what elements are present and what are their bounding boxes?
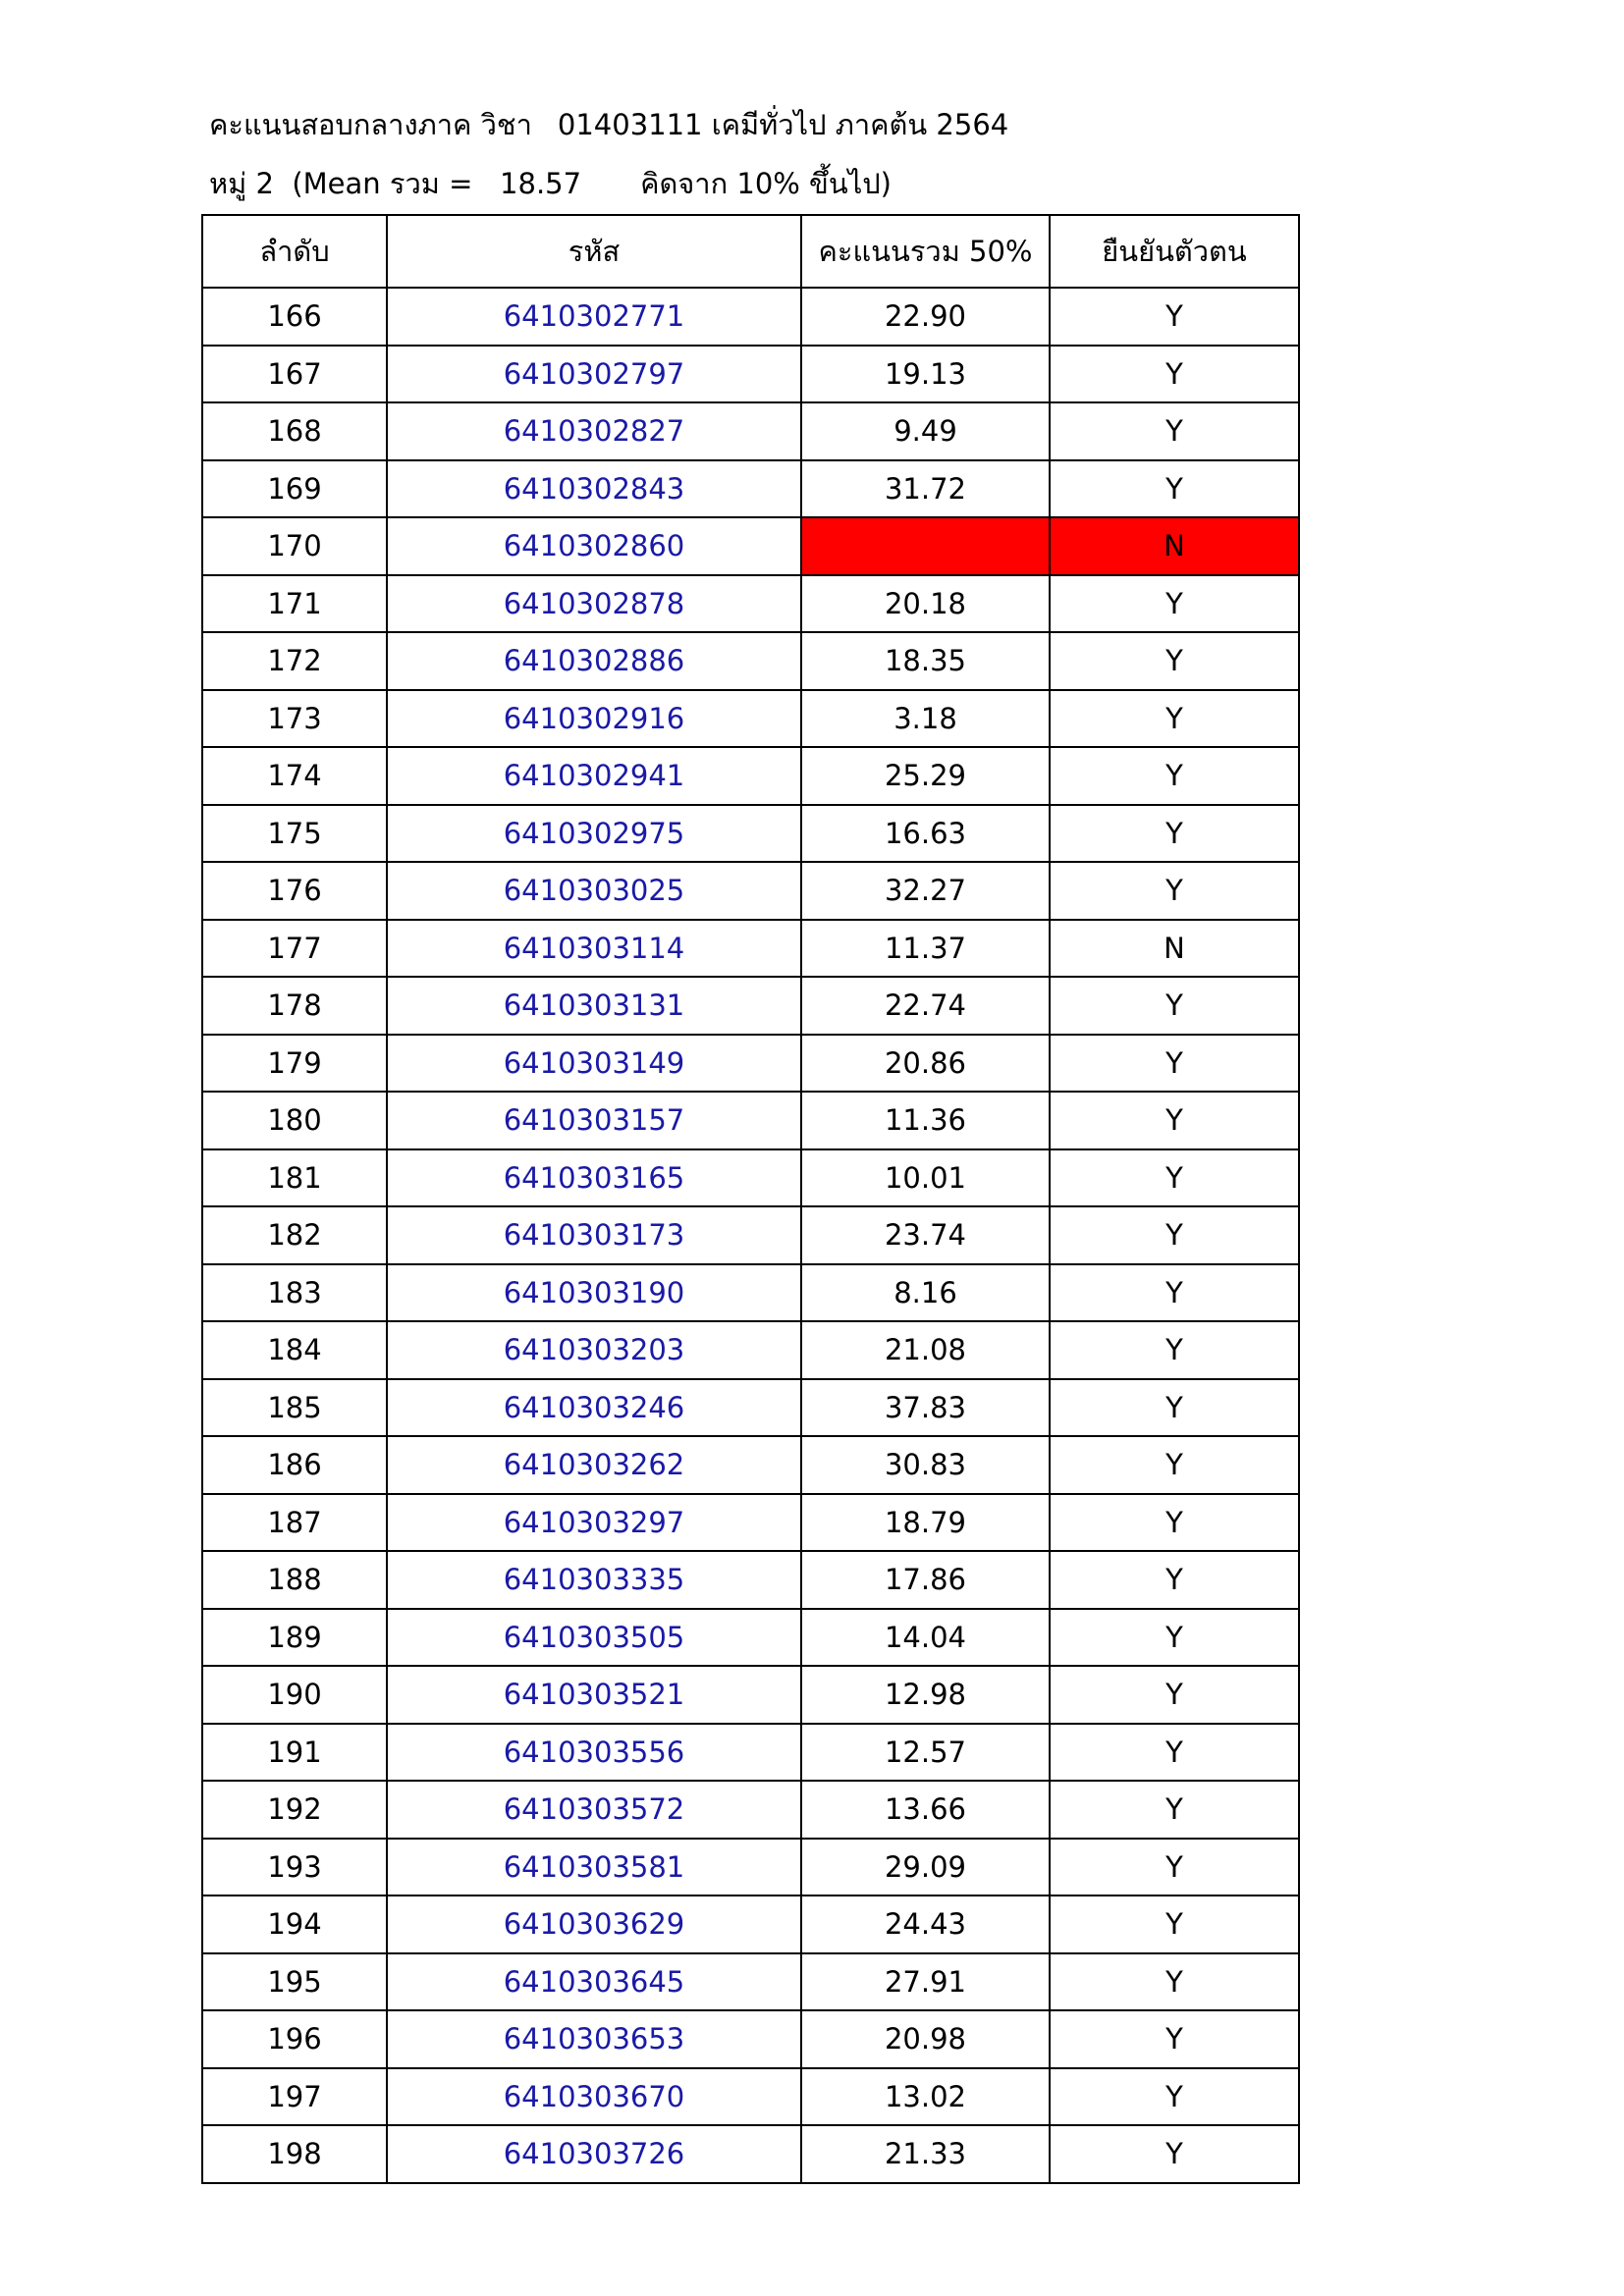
row-verified: Y — [1050, 288, 1299, 346]
table-row — [202, 805, 1299, 863]
row-total-score: 30.83 — [801, 1436, 1050, 1494]
table-row — [202, 1724, 1299, 1782]
row-total-score: 29.09 — [801, 1839, 1050, 1896]
row-verified: N — [1050, 920, 1299, 978]
row-verified: Y — [1050, 1666, 1299, 1724]
table-row — [202, 1839, 1299, 1896]
row-total-score: 19.13 — [801, 346, 1050, 403]
row-total-score: 22.74 — [801, 977, 1050, 1035]
row-student-id: 6410303645 — [387, 1953, 801, 2011]
row-verified: Y — [1050, 862, 1299, 920]
row-order: 177 — [202, 920, 387, 978]
row-verified: Y — [1050, 2068, 1299, 2126]
row-verified: Y — [1050, 346, 1299, 403]
row-verified: Y — [1050, 1379, 1299, 1437]
row-order: 194 — [202, 1896, 387, 1953]
table-row — [202, 1206, 1299, 1264]
row-verified: Y — [1050, 1781, 1299, 1839]
table-row — [202, 1609, 1299, 1667]
row-order: 185 — [202, 1379, 387, 1437]
table-row — [202, 1092, 1299, 1149]
row-order: 184 — [202, 1321, 387, 1379]
row-total-score: 14.04 — [801, 1609, 1050, 1667]
row-student-id: 6410303262 — [387, 1436, 801, 1494]
row-order: 182 — [202, 1206, 387, 1264]
row-total-score: 20.86 — [801, 1035, 1050, 1093]
row-student-id: 6410302878 — [387, 575, 801, 633]
score-table — [201, 214, 1300, 2184]
row-verified: Y — [1050, 1321, 1299, 1379]
row-order: 179 — [202, 1035, 387, 1093]
row-verified: Y — [1050, 1896, 1299, 1953]
row-order: 193 — [202, 1839, 387, 1896]
row-order: 166 — [202, 288, 387, 346]
row-order: 195 — [202, 1953, 387, 2011]
row-order: 187 — [202, 1494, 387, 1552]
column-header-student-id: รหัส — [387, 215, 801, 288]
table-row — [202, 1436, 1299, 1494]
row-order: 174 — [202, 747, 387, 805]
column-header-order: ลำดับ — [202, 215, 387, 288]
row-total-score: 12.98 — [801, 1666, 1050, 1724]
row-order: 173 — [202, 690, 387, 748]
row-order: 168 — [202, 402, 387, 460]
row-total-score: 18.79 — [801, 1494, 1050, 1552]
row-verified: Y — [1050, 1609, 1299, 1667]
row-verified: N — [1050, 517, 1299, 575]
row-order: 181 — [202, 1149, 387, 1207]
row-student-id: 6410303246 — [387, 1379, 801, 1437]
row-student-id: 6410303556 — [387, 1724, 801, 1782]
table-row — [202, 1494, 1299, 1552]
row-total-score: 31.72 — [801, 460, 1050, 518]
row-total-score: 20.18 — [801, 575, 1050, 633]
row-total-score: 21.33 — [801, 2125, 1050, 2183]
row-order: 169 — [202, 460, 387, 518]
course-name: เคมีทั่วไป ภาคต้น 2564 — [711, 108, 1009, 141]
table-row — [202, 1321, 1299, 1379]
table-row — [202, 1379, 1299, 1437]
table-row — [202, 1264, 1299, 1322]
row-order: 180 — [202, 1092, 387, 1149]
group-summary — [209, 167, 892, 200]
row-verified: Y — [1050, 977, 1299, 1035]
row-order: 178 — [202, 977, 387, 1035]
row-total-score: 24.43 — [801, 1896, 1050, 1953]
row-student-id: 6410302941 — [387, 747, 801, 805]
row-total-score: 12.57 — [801, 1724, 1050, 1782]
table-row — [202, 1149, 1299, 1207]
row-verified: Y — [1050, 2125, 1299, 2183]
row-student-id: 6410303653 — [387, 2010, 801, 2068]
row-order: 167 — [202, 346, 387, 403]
row-student-id: 6410303581 — [387, 1839, 801, 1896]
row-verified: Y — [1050, 1206, 1299, 1264]
row-student-id: 6410302886 — [387, 632, 801, 690]
row-verified: Y — [1050, 1724, 1299, 1782]
row-order: 183 — [202, 1264, 387, 1322]
row-total-score: 37.83 — [801, 1379, 1050, 1437]
row-order: 170 — [202, 517, 387, 575]
table-row — [202, 1551, 1299, 1609]
row-student-id: 6410302797 — [387, 346, 801, 403]
row-student-id: 6410303629 — [387, 1896, 801, 1953]
row-student-id: 6410302843 — [387, 460, 801, 518]
row-verified: Y — [1050, 747, 1299, 805]
row-total-score: 8.16 — [801, 1264, 1050, 1322]
table-row — [202, 977, 1299, 1035]
row-verified: Y — [1050, 632, 1299, 690]
row-order: 197 — [202, 2068, 387, 2126]
row-total-score: 32.27 — [801, 862, 1050, 920]
row-student-id: 6410303165 — [387, 1149, 801, 1207]
row-verified: Y — [1050, 1551, 1299, 1609]
row-verified: Y — [1050, 1494, 1299, 1552]
table-row — [202, 632, 1299, 690]
row-verified: Y — [1050, 1953, 1299, 2011]
row-order: 196 — [202, 2010, 387, 2068]
row-total-score: 21.08 — [801, 1321, 1050, 1379]
row-student-id: 6410302827 — [387, 402, 801, 460]
table-row — [202, 1035, 1299, 1093]
row-total-score: 20.98 — [801, 2010, 1050, 2068]
row-total-score: 18.35 — [801, 632, 1050, 690]
row-total-score — [801, 517, 1050, 575]
row-order: 171 — [202, 575, 387, 633]
column-header-total-score: คะแนนรวม 50% — [801, 215, 1050, 288]
row-total-score: 3.18 — [801, 690, 1050, 748]
course-code: 01403111 — [557, 108, 703, 141]
row-verified: Y — [1050, 460, 1299, 518]
row-total-score: 25.29 — [801, 747, 1050, 805]
table-row — [202, 288, 1299, 346]
row-student-id: 6410303572 — [387, 1781, 801, 1839]
row-verified: Y — [1050, 575, 1299, 633]
row-total-score: 11.37 — [801, 920, 1050, 978]
table-row — [202, 920, 1299, 978]
row-order: 191 — [202, 1724, 387, 1782]
row-total-score: 16.63 — [801, 805, 1050, 863]
row-verified: Y — [1050, 2010, 1299, 2068]
table-row — [202, 862, 1299, 920]
row-student-id: 6410303726 — [387, 2125, 801, 2183]
row-verified: Y — [1050, 1035, 1299, 1093]
table-row — [202, 517, 1299, 575]
row-total-score: 22.90 — [801, 288, 1050, 346]
row-total-score: 17.86 — [801, 1551, 1050, 1609]
row-student-id: 6410303203 — [387, 1321, 801, 1379]
table-row — [202, 1896, 1299, 1953]
row-verified: Y — [1050, 402, 1299, 460]
row-order: 192 — [202, 1781, 387, 1839]
table-row — [202, 2068, 1299, 2126]
row-student-id: 6410302916 — [387, 690, 801, 748]
course-title: คะแนนสอบกลางภาค วิชา — [209, 108, 532, 141]
table-row — [202, 747, 1299, 805]
table-row — [202, 402, 1299, 460]
row-student-id: 6410303157 — [387, 1092, 801, 1149]
row-verified: Y — [1050, 1436, 1299, 1494]
row-order: 198 — [202, 2125, 387, 2183]
table-row — [202, 2125, 1299, 2183]
row-total-score: 23.74 — [801, 1206, 1050, 1264]
row-student-id: 6410303190 — [387, 1264, 801, 1322]
row-order: 188 — [202, 1551, 387, 1609]
row-total-score: 10.01 — [801, 1149, 1050, 1207]
group-label: หมู่ 2 (Mean รวม = — [209, 167, 473, 200]
row-student-id: 6410303505 — [387, 1609, 801, 1667]
row-verified: Y — [1050, 1264, 1299, 1322]
table-header-row — [202, 215, 1299, 288]
row-student-id: 6410303521 — [387, 1666, 801, 1724]
row-total-score: 13.02 — [801, 2068, 1050, 2126]
row-student-id: 6410303335 — [387, 1551, 801, 1609]
row-student-id: 6410303131 — [387, 977, 801, 1035]
document-title — [209, 108, 1009, 141]
row-student-id: 6410303114 — [387, 920, 801, 978]
row-total-score: 9.49 — [801, 402, 1050, 460]
column-header-verified: ยืนยันตัวตน — [1050, 215, 1299, 288]
row-student-id: 6410302975 — [387, 805, 801, 863]
mean-note: คิดจาก 10% ขึ้นไป) — [640, 167, 892, 200]
table-row — [202, 1953, 1299, 2011]
mean-value: 18.57 — [500, 167, 582, 200]
score-table-body — [202, 288, 1299, 2183]
row-total-score: 11.36 — [801, 1092, 1050, 1149]
row-student-id: 6410302860 — [387, 517, 801, 575]
row-order: 176 — [202, 862, 387, 920]
table-row — [202, 1781, 1299, 1839]
row-total-score: 13.66 — [801, 1781, 1050, 1839]
row-verified: Y — [1050, 690, 1299, 748]
table-row — [202, 690, 1299, 748]
row-verified: Y — [1050, 1839, 1299, 1896]
row-order: 186 — [202, 1436, 387, 1494]
row-order: 189 — [202, 1609, 387, 1667]
row-student-id: 6410303149 — [387, 1035, 801, 1093]
row-order: 172 — [202, 632, 387, 690]
row-verified: Y — [1050, 1092, 1299, 1149]
row-student-id: 6410303670 — [387, 2068, 801, 2126]
row-total-score: 27.91 — [801, 1953, 1050, 2011]
table-row — [202, 1666, 1299, 1724]
row-verified: Y — [1050, 1149, 1299, 1207]
row-verified: Y — [1050, 805, 1299, 863]
row-order: 175 — [202, 805, 387, 863]
row-student-id: 6410303173 — [387, 1206, 801, 1264]
row-student-id: 6410303297 — [387, 1494, 801, 1552]
row-order: 190 — [202, 1666, 387, 1724]
row-student-id: 6410302771 — [387, 288, 801, 346]
table-row — [202, 346, 1299, 403]
table-row — [202, 2010, 1299, 2068]
table-row — [202, 460, 1299, 518]
row-student-id: 6410303025 — [387, 862, 801, 920]
table-row — [202, 575, 1299, 633]
